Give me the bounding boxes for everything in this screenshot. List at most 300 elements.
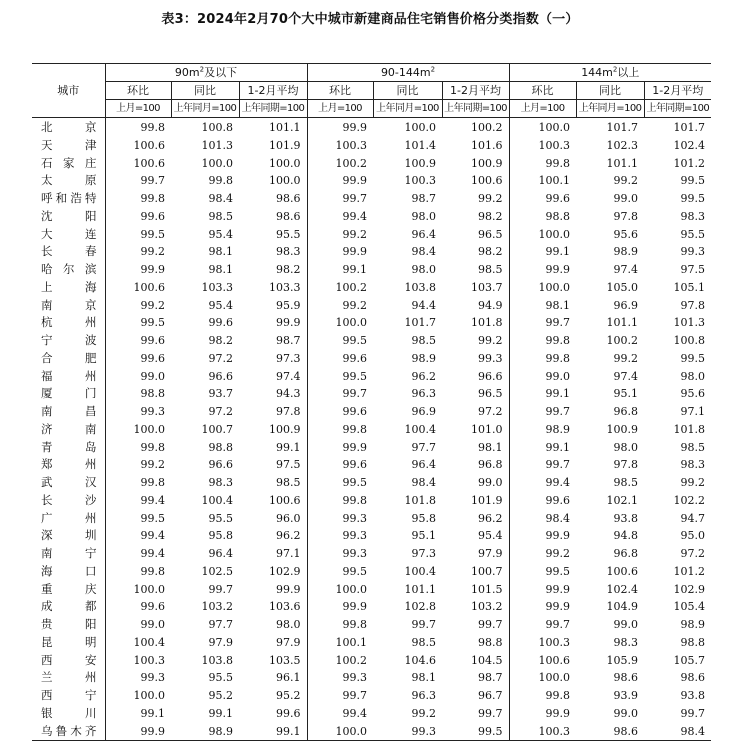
index-value: 96.4 xyxy=(208,547,233,560)
index-value: 101.7 xyxy=(606,121,639,134)
index-value: 100.2 xyxy=(606,334,639,347)
index-value: 99.3 xyxy=(307,510,373,528)
index-value: 98.2 xyxy=(276,263,301,276)
index-value: 99.7 xyxy=(208,582,233,596)
city-name: 杭州 xyxy=(32,314,105,332)
index-value: 99.8 xyxy=(509,155,576,173)
index-value: 98.2 xyxy=(478,209,503,223)
index-value: 98.0 xyxy=(411,263,436,276)
index-value: 101.5 xyxy=(471,582,503,596)
table-row xyxy=(32,581,711,599)
index-value: 99.2 xyxy=(307,297,373,315)
index-value: 102.2 xyxy=(673,493,706,507)
index-value: 97.9 xyxy=(276,635,301,649)
index-value: 99.9 xyxy=(307,172,373,190)
index-value: 101.1 xyxy=(606,156,639,170)
index-value: 98.4 xyxy=(411,476,436,489)
index-value: 99.7 xyxy=(509,616,576,634)
index-value: 98.8 xyxy=(140,387,165,401)
index-value: 102.3 xyxy=(606,138,639,152)
index-value: 98.4 xyxy=(411,245,436,259)
index-value: 98.7 xyxy=(276,334,301,347)
index-value: 99.5 xyxy=(680,351,706,365)
city-name: 长春 xyxy=(32,243,105,261)
index-value: 99.8 xyxy=(140,564,165,578)
index-value: 98.8 xyxy=(208,440,233,454)
city-name: 南昌 xyxy=(32,403,105,421)
index-value: 98.8 xyxy=(509,208,576,226)
index-value: 96.2 xyxy=(411,369,436,383)
index-value: 96.8 xyxy=(613,547,639,560)
index-value: 99.4 xyxy=(307,705,373,723)
index-value: 99.3 xyxy=(140,671,165,685)
index-value: 103.2 xyxy=(471,600,503,614)
index-value: 96.6 xyxy=(478,369,503,383)
index-value: 96.4 xyxy=(411,458,436,472)
index-value: 96.9 xyxy=(613,298,639,312)
index-value: 105.0 xyxy=(606,280,639,294)
city-name: 贵阳 xyxy=(32,616,105,634)
index-value: 99.4 xyxy=(140,529,165,543)
index-value: 101.9 xyxy=(269,138,301,152)
index-value: 99.6 xyxy=(208,316,233,330)
table-row xyxy=(32,510,711,528)
city-name: 厦门 xyxy=(32,385,105,403)
index-value: 99.0 xyxy=(613,192,639,205)
index-value: 99.9 xyxy=(509,527,576,545)
index-value: 101.9 xyxy=(471,493,503,507)
index-value: 99.5 xyxy=(307,474,373,492)
index-value: 99.8 xyxy=(307,492,373,510)
city-name: 青岛 xyxy=(32,439,105,457)
index-value: 98.2 xyxy=(478,245,503,259)
index-value: 99.6 xyxy=(140,351,165,365)
index-value: 99.0 xyxy=(613,706,639,720)
index-value: 98.7 xyxy=(478,671,503,685)
index-value: 96.5 xyxy=(478,227,503,241)
index-value: 99.0 xyxy=(140,618,165,631)
index-value: 97.2 xyxy=(478,405,503,418)
index-value: 100.4 xyxy=(404,422,436,436)
index-value: 100.4 xyxy=(133,635,165,649)
index-value: 101.1 xyxy=(269,121,301,134)
city-name: 西宁 xyxy=(32,687,105,705)
index-value: 93.7 xyxy=(208,387,233,401)
table-row xyxy=(32,474,711,492)
index-value: 99.6 xyxy=(276,706,301,720)
table-row xyxy=(32,279,711,297)
table-row xyxy=(32,137,711,155)
col-header-mom: 环比 xyxy=(105,82,171,100)
index-value: 99.2 xyxy=(140,458,165,472)
table-row xyxy=(32,368,711,386)
index-value: 99.3 xyxy=(140,405,165,418)
index-value: 105.9 xyxy=(606,653,639,667)
index-value: 95.5 xyxy=(680,227,706,241)
index-value: 96.2 xyxy=(478,511,503,525)
city-name: 昆明 xyxy=(32,634,105,652)
index-value: 100.8 xyxy=(201,121,233,134)
index-value: 105.4 xyxy=(673,600,706,614)
city-name: 济南 xyxy=(32,421,105,439)
base-header-mom: 上月=100 xyxy=(509,100,576,118)
index-value: 98.5 xyxy=(411,334,436,347)
index-value: 98.5 xyxy=(613,476,639,489)
table-row xyxy=(32,403,711,421)
index-value: 104.5 xyxy=(471,653,503,667)
index-value: 99.9 xyxy=(276,582,301,596)
table-row xyxy=(32,669,711,687)
index-value: 99.2 xyxy=(613,351,639,365)
index-value: 100.3 xyxy=(509,723,576,741)
index-value: 96.4 xyxy=(411,227,436,241)
index-value: 98.4 xyxy=(644,723,711,741)
index-value: 103.3 xyxy=(269,280,301,294)
index-value: 100.6 xyxy=(133,138,165,152)
table-row xyxy=(32,492,711,510)
index-value: 99.7 xyxy=(509,403,576,421)
index-value: 98.8 xyxy=(478,635,503,649)
index-value: 99.5 xyxy=(140,511,165,525)
index-value: 98.1 xyxy=(478,440,503,454)
base-header-yoy: 上年同月=100 xyxy=(576,100,644,118)
index-value: 98.5 xyxy=(478,263,503,276)
index-value: 99.1 xyxy=(509,439,576,457)
index-value: 99.5 xyxy=(680,174,706,188)
city-name: 哈尔滨 xyxy=(32,261,105,279)
index-value: 95.0 xyxy=(680,529,706,543)
price-index-table xyxy=(32,63,711,741)
index-value: 99.2 xyxy=(478,192,503,205)
index-value: 95.4 xyxy=(208,298,233,312)
index-value: 99.0 xyxy=(509,368,576,386)
index-value: 98.5 xyxy=(276,476,301,489)
index-value: 100.6 xyxy=(133,156,165,170)
index-value: 98.3 xyxy=(276,245,301,259)
table-row xyxy=(32,598,711,616)
col-header-mom: 环比 xyxy=(307,82,373,100)
index-value: 99.3 xyxy=(478,351,503,365)
index-value: 105.1 xyxy=(673,280,706,294)
index-value: 100.2 xyxy=(307,279,373,297)
index-value: 99.2 xyxy=(613,174,639,188)
index-value: 97.1 xyxy=(276,547,301,560)
index-value: 98.0 xyxy=(680,369,706,383)
index-value: 99.2 xyxy=(411,706,436,720)
index-value: 99.5 xyxy=(140,316,165,330)
table-row xyxy=(32,261,711,279)
col-header-yoy: 同比 xyxy=(171,82,239,100)
index-value: 99.8 xyxy=(140,121,165,134)
index-value: 102.5 xyxy=(201,564,233,578)
index-value: 99.9 xyxy=(509,261,576,279)
index-value: 102.8 xyxy=(404,600,436,614)
index-value: 94.9 xyxy=(478,298,503,312)
index-value: 97.2 xyxy=(680,547,706,560)
index-value: 99.3 xyxy=(307,527,373,545)
index-value: 96.3 xyxy=(411,689,436,702)
index-value: 99.5 xyxy=(680,192,706,205)
table-row xyxy=(32,421,711,439)
group-header-90-144: $90-144m^2$ xyxy=(307,64,509,82)
index-value: 99.8 xyxy=(140,476,165,489)
index-value: 99.0 xyxy=(613,618,639,631)
index-value: 99.1 xyxy=(509,385,576,403)
index-value: 103.7 xyxy=(471,280,503,294)
city-name: 太原 xyxy=(32,172,105,190)
index-value: 99.7 xyxy=(478,618,503,631)
index-value: 98.9 xyxy=(171,723,239,741)
table-row xyxy=(32,118,711,137)
index-value: 99.5 xyxy=(509,563,576,581)
index-value: 102.9 xyxy=(269,564,301,578)
index-value: 99.3 xyxy=(373,723,442,741)
index-value: 97.4 xyxy=(276,369,301,383)
table-title: 表3：2024年2月70个大中城市新建商品住宅销售价格分类指数（一） xyxy=(161,12,579,27)
index-value: 100.3 xyxy=(404,174,436,188)
index-value: 96.6 xyxy=(208,458,233,472)
index-value: 100.1 xyxy=(307,634,373,652)
index-value: 99.6 xyxy=(307,350,373,368)
index-value: 101.1 xyxy=(404,582,436,596)
table-row xyxy=(32,208,711,226)
col-header-mom: 环比 xyxy=(509,82,576,100)
index-value: 98.5 xyxy=(411,635,436,649)
index-value: 100.3 xyxy=(509,137,576,155)
base-header-avg: 上年同期=100 xyxy=(239,100,307,118)
index-value: 95.8 xyxy=(411,511,436,525)
index-value: 97.3 xyxy=(411,547,436,560)
index-value: 103.2 xyxy=(201,600,233,614)
base-header-mom: 上月=100 xyxy=(105,100,171,118)
city-name: 成都 xyxy=(32,598,105,616)
index-value: 99.0 xyxy=(140,369,165,383)
index-value: 99.7 xyxy=(411,618,436,631)
index-value: 97.9 xyxy=(208,635,233,649)
index-value: 105.7 xyxy=(673,653,706,667)
city-name: 大连 xyxy=(32,226,105,244)
index-value: 95.6 xyxy=(613,227,639,241)
index-value: 101.7 xyxy=(673,121,706,134)
index-value: 99.0 xyxy=(478,476,503,489)
index-value: 99.9 xyxy=(307,243,373,261)
index-value: 101.7 xyxy=(404,316,436,330)
city-name: 南京 xyxy=(32,297,105,315)
col-header-avg: 1-2月平均 xyxy=(442,82,509,100)
index-value: 100.9 xyxy=(269,422,301,436)
city-name: 深圳 xyxy=(32,527,105,545)
index-value: 99.9 xyxy=(140,263,165,276)
index-value: 99.2 xyxy=(478,334,503,347)
city-name: 郑州 xyxy=(32,456,105,474)
table-row xyxy=(32,687,711,705)
index-value: 100.0 xyxy=(201,156,233,170)
index-value: 96.0 xyxy=(276,511,301,525)
index-value: 100.0 xyxy=(133,582,165,596)
city-name: 乌鲁木齐 xyxy=(32,723,105,741)
table-body xyxy=(32,118,711,741)
index-value: 100.3 xyxy=(509,634,576,652)
table-row xyxy=(32,439,711,457)
city-name: 广州 xyxy=(32,510,105,528)
index-value: 96.8 xyxy=(613,405,639,418)
index-value: 99.8 xyxy=(509,687,576,705)
index-value: 101.3 xyxy=(673,316,706,330)
index-value: 98.3 xyxy=(208,476,233,489)
index-value: 95.4 xyxy=(478,529,503,543)
index-value: 98.6 xyxy=(276,192,301,205)
city-name: 长沙 xyxy=(32,492,105,510)
index-value: 99.8 xyxy=(140,192,165,205)
index-value: 99.7 xyxy=(307,190,373,208)
index-value: 99.6 xyxy=(140,600,165,614)
index-value: 101.6 xyxy=(471,138,503,152)
index-value: 98.3 xyxy=(613,635,639,649)
index-value: 99.7 xyxy=(509,456,576,474)
index-value: 104.6 xyxy=(404,653,436,667)
index-value: 99.2 xyxy=(680,476,706,489)
table-row xyxy=(32,172,711,190)
city-name: 沈阳 xyxy=(32,208,105,226)
index-value: 98.5 xyxy=(680,440,706,454)
index-value: 98.0 xyxy=(613,440,639,454)
index-value: 99.1 xyxy=(276,440,301,454)
index-value: 97.2 xyxy=(208,405,233,418)
index-value: 100.1 xyxy=(509,172,576,190)
index-value: 96.7 xyxy=(478,689,503,702)
table-row xyxy=(32,385,711,403)
index-value: 97.5 xyxy=(276,458,301,472)
city-name: 海口 xyxy=(32,563,105,581)
index-value: 99.2 xyxy=(307,226,373,244)
table-row xyxy=(32,652,711,670)
index-value: 96.9 xyxy=(411,405,436,418)
index-value: 98.1 xyxy=(509,297,576,315)
col-header-yoy: 同比 xyxy=(373,82,442,100)
city-name: 北京 xyxy=(32,118,105,137)
index-value: 99.8 xyxy=(509,332,576,350)
index-value: 100.0 xyxy=(133,422,165,436)
index-value: 98.9 xyxy=(613,245,639,259)
index-value: 97.7 xyxy=(411,440,436,454)
index-value: 100.0 xyxy=(509,669,576,687)
index-value: 99.7 xyxy=(509,314,576,332)
index-value: 99.5 xyxy=(307,563,373,581)
index-value: 100.0 xyxy=(307,723,373,741)
index-value: 99.7 xyxy=(680,706,706,720)
index-value: 95.9 xyxy=(276,298,301,312)
index-value: 102.4 xyxy=(673,138,706,152)
index-value: 98.0 xyxy=(276,618,301,631)
index-value: 97.8 xyxy=(680,298,706,312)
table-row xyxy=(32,723,711,741)
index-value: 99.5 xyxy=(307,368,373,386)
index-value: 99.1 xyxy=(208,706,233,720)
city-name: 武汉 xyxy=(32,474,105,492)
index-value: 96.5 xyxy=(478,387,503,401)
index-value: 97.8 xyxy=(613,458,639,472)
index-value: 99.8 xyxy=(208,174,233,188)
index-value: 99.6 xyxy=(509,492,576,510)
index-value: 97.5 xyxy=(680,263,706,276)
index-value: 98.1 xyxy=(411,671,436,685)
index-value: 99.9 xyxy=(105,723,171,741)
city-name: 宁波 xyxy=(32,332,105,350)
index-value: 98.4 xyxy=(208,192,233,205)
index-value: 99.7 xyxy=(307,687,373,705)
index-value: 94.4 xyxy=(411,298,436,312)
index-value: 100.8 xyxy=(673,334,706,347)
city-name: 南宁 xyxy=(32,545,105,563)
index-value: 98.6 xyxy=(680,671,706,685)
index-value: 98.9 xyxy=(509,421,576,439)
index-value: 99.9 xyxy=(307,598,373,616)
index-value: 98.0 xyxy=(411,209,436,223)
index-value: 99.5 xyxy=(442,723,509,741)
index-value: 100.0 xyxy=(509,226,576,244)
index-value: 98.1 xyxy=(208,263,233,276)
index-value: 97.1 xyxy=(680,405,706,418)
index-value: 99.9 xyxy=(307,439,373,457)
index-value: 101.8 xyxy=(673,422,706,436)
table-row xyxy=(32,634,711,652)
index-value: 100.0 xyxy=(509,118,576,137)
index-value: 99.1 xyxy=(140,706,165,720)
index-value: 98.2 xyxy=(208,334,233,347)
index-value: 101.4 xyxy=(404,138,436,152)
index-value: 100.4 xyxy=(404,564,436,578)
index-value: 99.8 xyxy=(509,350,576,368)
index-value: 103.6 xyxy=(269,600,301,614)
index-value: 98.8 xyxy=(680,635,706,649)
col-header-avg: 1-2月平均 xyxy=(239,82,307,100)
index-value: 99.3 xyxy=(307,545,373,563)
index-value: 99.9 xyxy=(509,598,576,616)
index-value: 94.8 xyxy=(613,529,639,543)
table-row xyxy=(32,705,711,723)
index-value: 103.5 xyxy=(269,653,301,667)
index-value: 98.3 xyxy=(680,209,706,223)
index-value: 98.6 xyxy=(276,209,301,223)
index-value: 100.3 xyxy=(133,653,165,667)
index-value: 97.7 xyxy=(208,618,233,631)
city-name: 石家庄 xyxy=(32,155,105,173)
index-value: 95.5 xyxy=(208,671,233,685)
index-value: 100.0 xyxy=(269,156,301,170)
base-header-yoy: 上年同月=100 xyxy=(373,100,442,118)
table-row xyxy=(32,190,711,208)
index-value: 99.2 xyxy=(509,545,576,563)
base-header-avg: 上年同期=100 xyxy=(644,100,711,118)
table-row xyxy=(32,155,711,173)
index-value: 98.6 xyxy=(576,723,644,741)
table-row xyxy=(32,616,711,634)
index-value: 98.4 xyxy=(509,510,576,528)
table-row xyxy=(32,350,711,368)
index-value: 99.2 xyxy=(140,245,165,259)
index-value: 94.3 xyxy=(276,387,301,401)
index-value: 97.3 xyxy=(276,351,301,365)
index-value: 97.8 xyxy=(276,405,301,418)
index-value: 100.2 xyxy=(307,155,373,173)
index-value: 97.2 xyxy=(208,351,233,365)
index-value: 99.8 xyxy=(307,616,373,634)
table-row xyxy=(32,563,711,581)
index-value: 100.0 xyxy=(269,174,301,188)
index-value: 100.9 xyxy=(606,422,639,436)
table-row xyxy=(32,545,711,563)
index-value: 101.8 xyxy=(471,316,503,330)
